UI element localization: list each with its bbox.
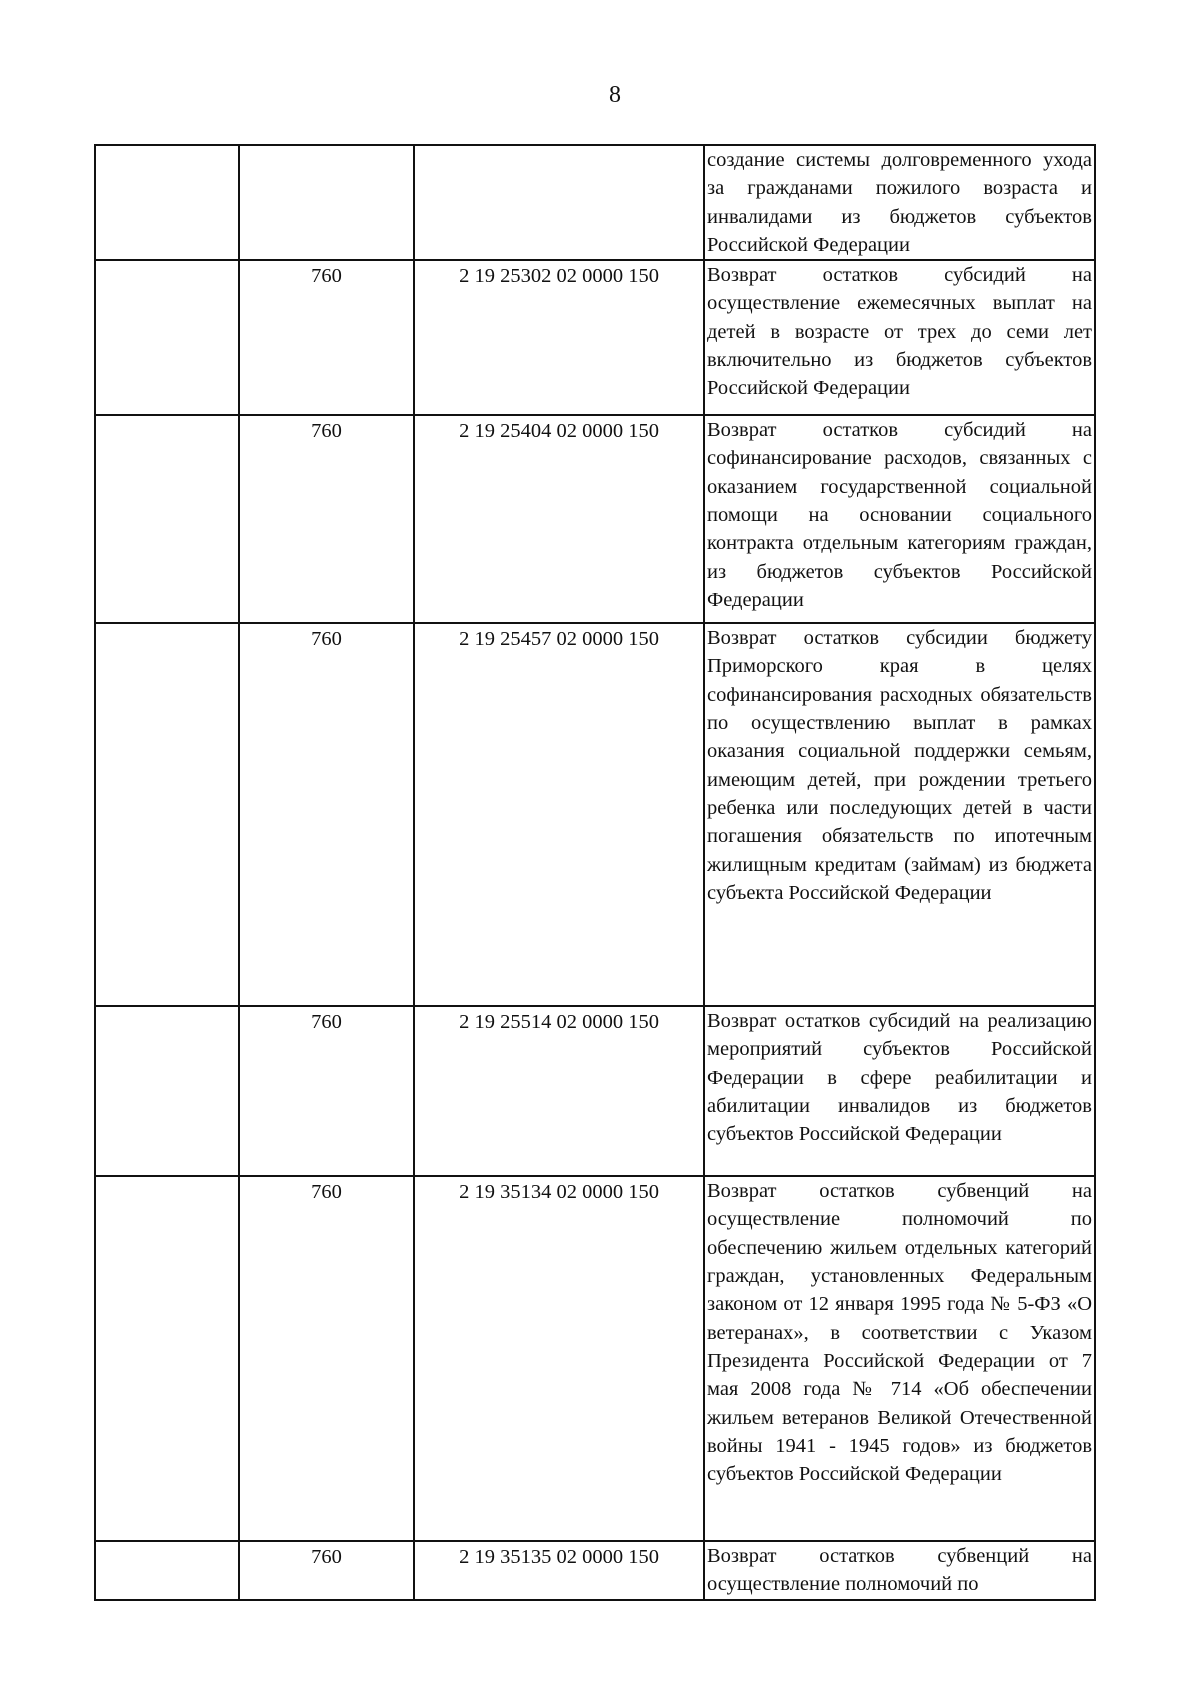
budget-code-cell: 2 19 25457 02 0000 150 (414, 623, 704, 1006)
table-cell-empty (95, 260, 239, 415)
table-row (95, 415, 1095, 623)
table-row (95, 145, 1095, 260)
description-cell: Возврат остатков субсидий на реализацию мероприятий субъектов Российской Федерации в сфере реабилитации и абилитации инвалидов из бюджетов субъектов Российской Федерации (704, 1006, 1095, 1176)
budget-codes-table (94, 144, 1096, 1601)
budget-code-cell: 2 19 35134 02 0000 150 (414, 1176, 704, 1541)
table-cell-empty (95, 1006, 239, 1176)
page-number: 8 (609, 82, 621, 108)
description-cell: Возврат остатков субсидии бюджету Приморского края в целях софинансирования расходных обязательств по осуществлению выплат в рамках оказания социальной поддержки семьям, имеющим детей, при рождении третьего ребенка или последующих детей в части погашения обязательств по ипотечным жилищным кредитам (займам) из бюджета субъекта Российской Федерации (704, 623, 1095, 1006)
description-cell: Возврат остатков субсидий на софинансирование расходов, связанных с оказанием государственной социальной помощи на основании социального контракта отдельным категориям граждан, из бюджетов субъектов Российской Федерации (704, 415, 1095, 623)
admin-code-cell: 760 (239, 1176, 414, 1541)
admin-code-cell: 760 (239, 415, 414, 623)
budget-code-cell: 2 19 25302 02 0000 150 (414, 260, 704, 415)
table-row (95, 1176, 1095, 1541)
description-cell: Возврат остатков субсидий на осуществление ежемесячных выплат на детей в возрасте от трех до семи лет включительно из бюджетов субъектов Российской Федерации (704, 260, 1095, 415)
table-row (95, 623, 1095, 1006)
table-cell-empty (95, 1176, 239, 1541)
description-cell: Возврат остатков субвенций на осуществление полномочий по обеспечению жильем отдельных категорий граждан, установленных Федеральным законом от 12 января 1995 года № 5-ФЗ «О ветеранах», в соответствии с Указом Президента Российской Федерации от 7 мая 2008 года № 714 «Об обеспечении жильем ветеранов Великой Отечественной войны 1941 - 1945 годов» из бюджетов субъектов Российской Федерации (704, 1176, 1095, 1541)
table-cell-empty (95, 1541, 239, 1600)
admin-code-cell: 760 (239, 623, 414, 1006)
budget-code-cell: 2 19 35135 02 0000 150 (414, 1541, 704, 1600)
admin-code-cell (239, 145, 414, 260)
table-row (95, 260, 1095, 415)
table-row (95, 1006, 1095, 1176)
table-cell-empty (95, 623, 239, 1006)
table-cell-empty (95, 145, 239, 260)
budget-code-cell: 2 19 25404 02 0000 150 (414, 415, 704, 623)
description-cell: Возврат остатков субвенций на осуществление полномочий по (704, 1541, 1095, 1600)
description-cell: создание системы долговременного ухода за гражданами пожилого возраста и инвалидами из бюджетов субъектов Российской Федерации (704, 145, 1095, 260)
budget-code-cell: 2 19 25514 02 0000 150 (414, 1006, 704, 1176)
table-cell-empty (95, 415, 239, 623)
admin-code-cell: 760 (239, 1006, 414, 1176)
budget-code-cell (414, 145, 704, 260)
admin-code-cell: 760 (239, 1541, 414, 1600)
table-row (95, 1541, 1095, 1600)
admin-code-cell: 760 (239, 260, 414, 415)
